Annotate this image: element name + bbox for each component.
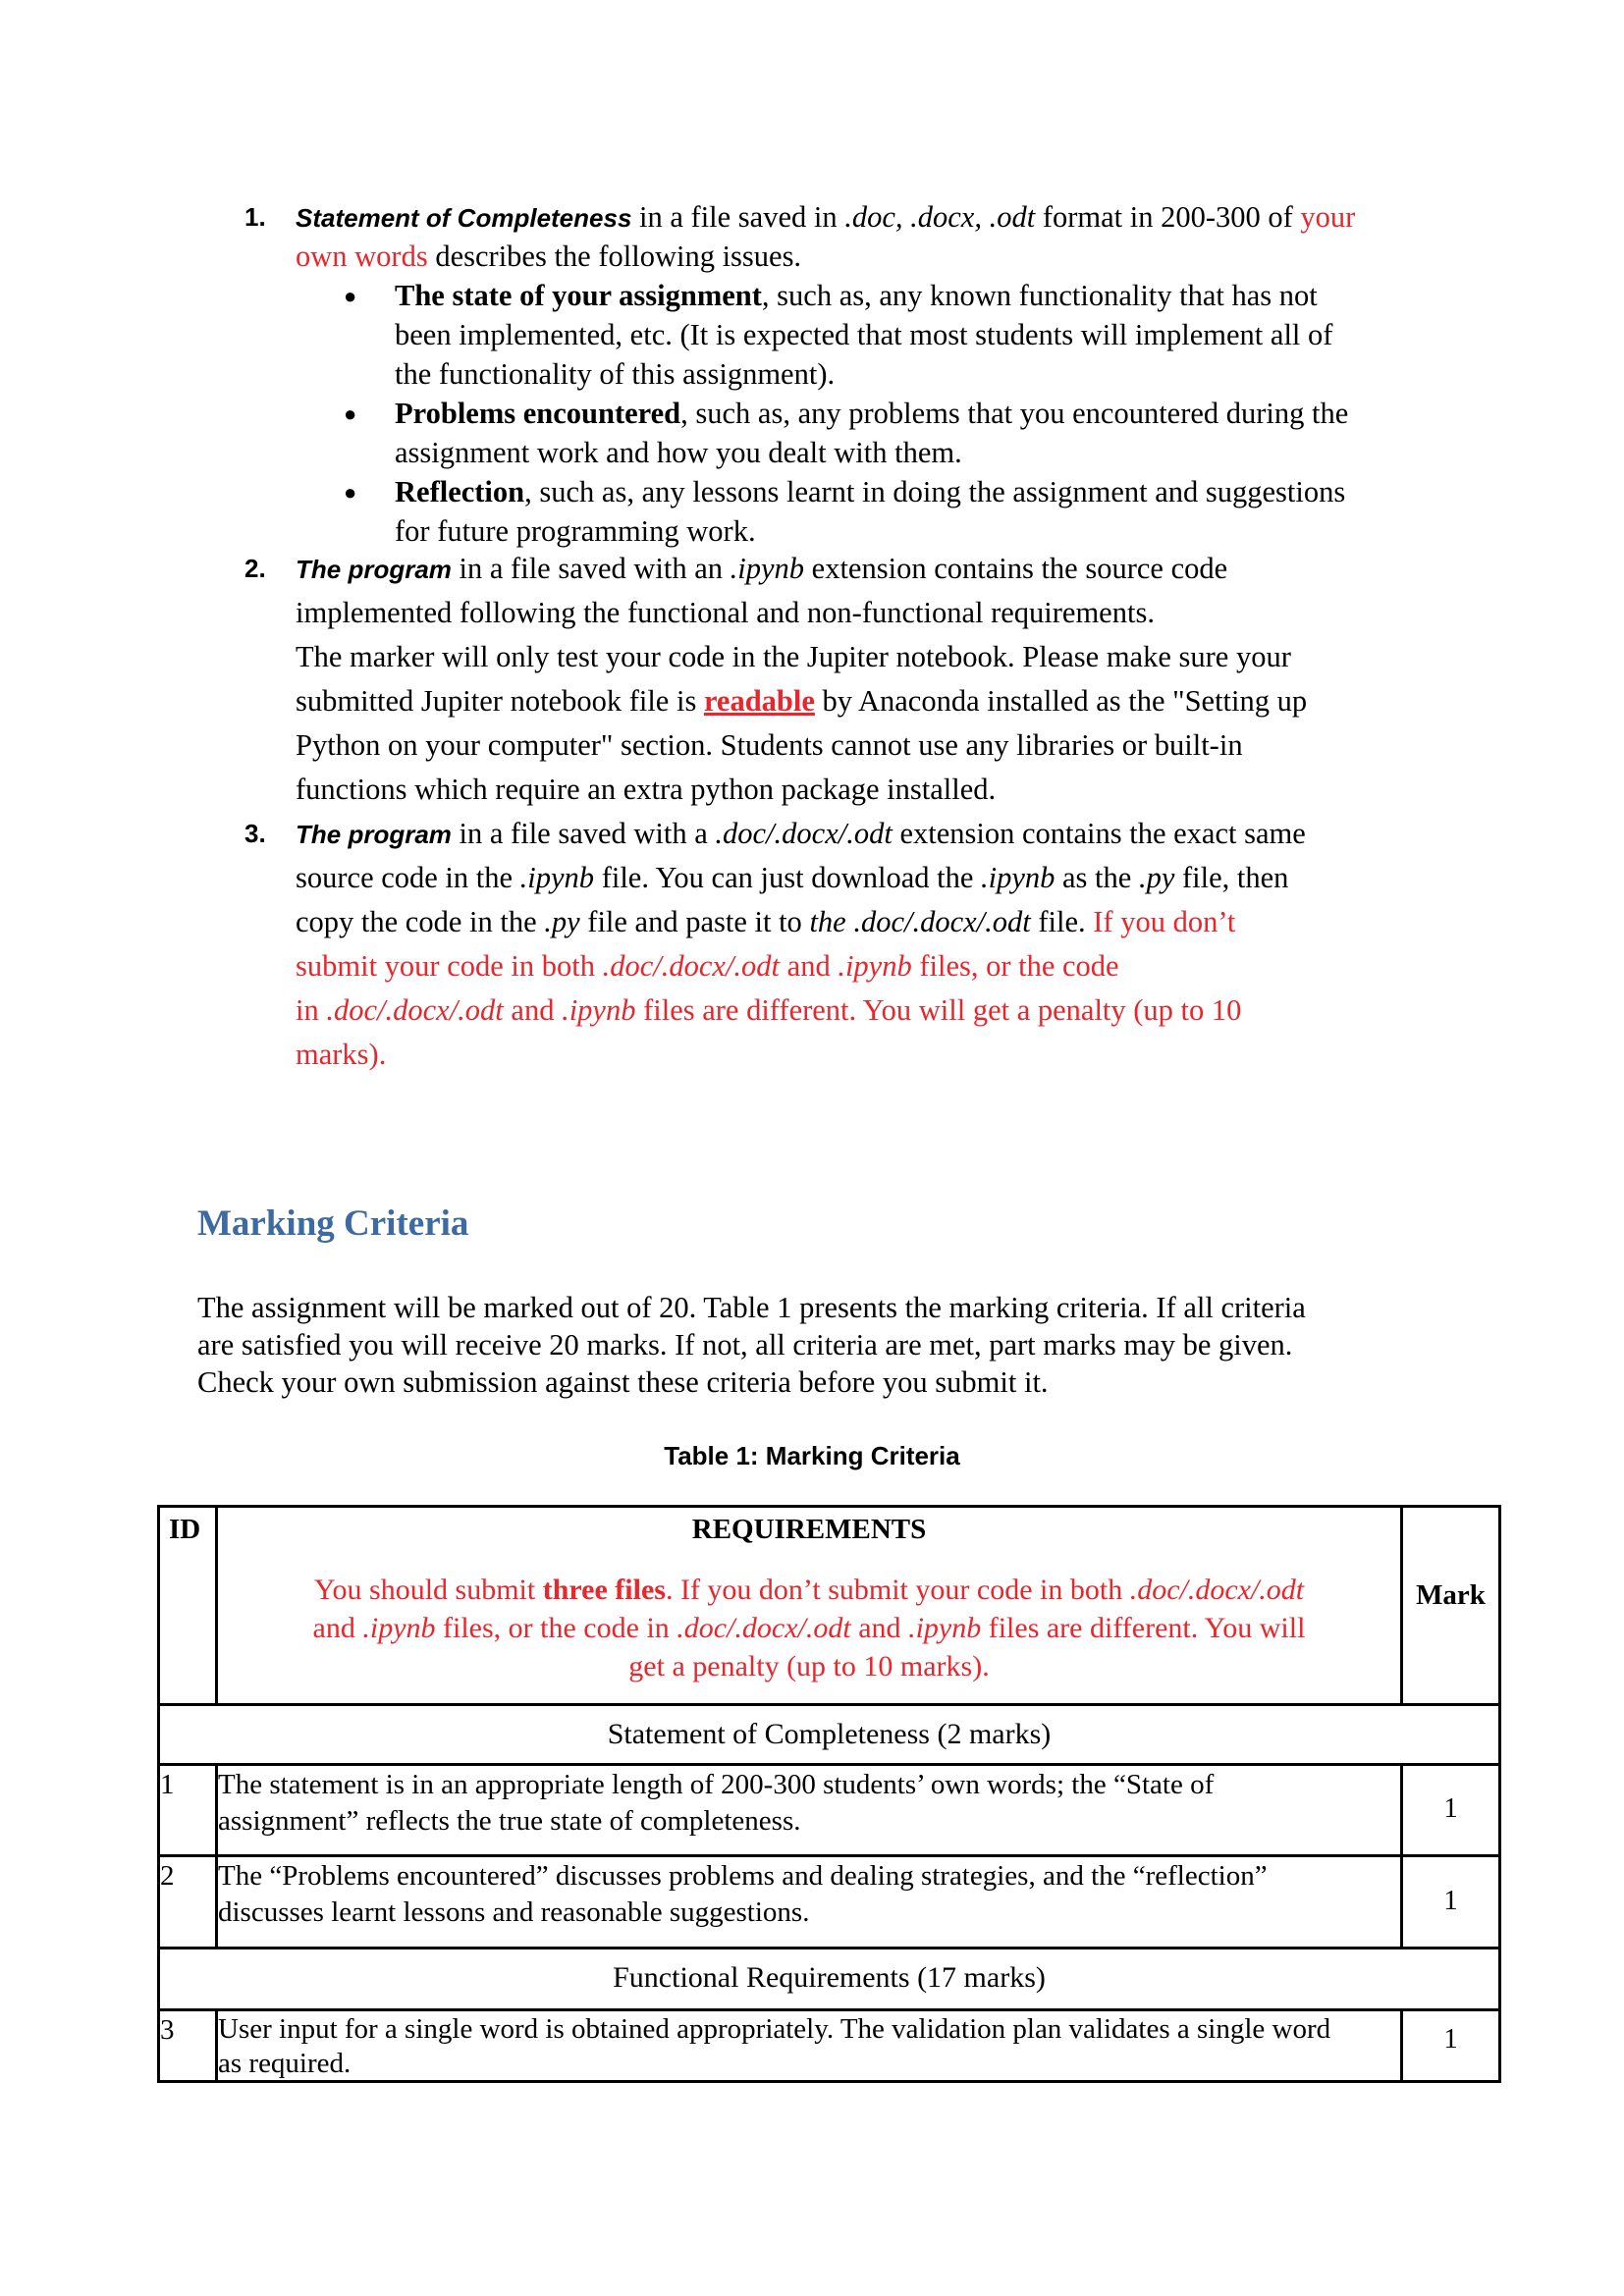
item-3-line-5: in .doc/.docx/.odt and .ipynb files are different. You will get a penalty (up to 10 [296, 993, 1242, 1027]
readable-emphasis: readable [703, 684, 815, 718]
row-requirement: The statement is in an appropriate length of 200-300 students’ own words; the “State of assignment” reflects the true state of completeness. [218, 1769, 1215, 1837]
header-note-line: and .ipynb files, or the code in .doc/.docx/.odt and .ipynb files are different. You will [312, 1612, 1306, 1644]
row-id: 3 [160, 2014, 175, 2046]
table-border [157, 1947, 1501, 1949]
item-lead: The program [296, 820, 452, 849]
item-2-line-2: implemented following the functional and non-functional requirements. [296, 596, 1155, 629]
bullet-1-line-1: The state of your assignment, such as, any known functionality that has not [395, 279, 1318, 312]
item-3-line-1: The program in a file saved with a .doc/.docx/.odt extension contains the exact same [296, 817, 1306, 850]
row-requirement: The “Problems encountered” discusses problems and dealing strategies, and the “reflection” discusses learnt lessons and reasonable suggestions. [218, 1860, 1268, 1928]
table-border [157, 1854, 1501, 1857]
item-2-line-6: functions which require an extra python package installed. [296, 773, 997, 806]
item-lead: Statement of Completeness [296, 203, 632, 233]
paragraph-line: Check your own submission against these criteria before you submit it. [197, 1365, 1049, 1399]
bullet-1-line-2: been implemented, etc. (It is expected that most students will implement all of [395, 318, 1333, 351]
table-border [157, 1703, 1501, 1706]
paragraph-line: The assignment will be marked out of 20. Table 1 presents the marking criteria. If all criteria [197, 1291, 1306, 1324]
item-lead: The program [296, 555, 452, 584]
bullet-3-line-1: Reflection, such as, any lessons learnt in doing the assignment and suggestions [395, 475, 1346, 508]
row-id: 1 [160, 1769, 175, 1800]
section-heading: Marking Criteria [197, 1203, 469, 1244]
item-1-line-2: own words describes the following issues. [296, 240, 802, 273]
item-2-line-1: The program in a file saved with an .ipynb extension contains the source code [296, 552, 1228, 585]
section-row-title: Statement of Completeness (2 marks) [607, 1718, 1052, 1750]
row-mark: 1 [1443, 1792, 1458, 1824]
row-id: 2 [160, 1860, 175, 1892]
item-3-line-3: copy the code in the .py file and paste it to the .doc/.docx/.odt file. If you don’t [296, 905, 1236, 938]
table-caption: Table 1: Marking Criteria [664, 1441, 960, 1470]
item-2-line-4: submitted Jupiter notebook file is readable by Anaconda installed as the "Setting up [296, 684, 1308, 718]
table-border [1498, 1505, 1501, 2083]
table-border [157, 2008, 1501, 2011]
bullet-dot: ● [344, 401, 357, 426]
item-3-line-4: submit your code in both .doc/.docx/.odt and .ipynb files, or the code [296, 949, 1119, 983]
bullet-dot: ● [344, 284, 357, 308]
item-2-line-5: Python on your computer" section. Students cannot use any libraries or built-in [296, 728, 1243, 762]
paragraph-line: are satisfied you will receive 20 marks. If not, all criteria are met, part marks may be given. [197, 1328, 1293, 1362]
item-number: 3. [244, 819, 266, 848]
item-number: 1. [244, 202, 266, 232]
header-id: ID [169, 1514, 201, 1545]
bullet-3-line-2: for future programming work. [395, 514, 756, 548]
row-mark: 1 [1443, 2023, 1458, 2055]
header-note [218, 1571, 1400, 1685]
item-3-line-6: marks). [296, 1038, 387, 1071]
section-row-title: Functional Requirements (17 marks) [613, 1961, 1046, 1994]
item-number: 2. [244, 554, 266, 583]
bullet-2-line-1: Problems encountered, such as, any problems that you encountered during the [395, 397, 1349, 430]
bullet-2-line-2: assignment work and how you dealt with them. [395, 436, 962, 469]
header-note-line: You should submit three files. If you don’t submit your code in both .doc/.docx/.odt [313, 1574, 1305, 1606]
item-1-line-1: Statement of Completeness in a file saved in .doc, .docx, .odt format in 200-300 of your [296, 200, 1356, 234]
header-note-line: get a penalty (up to 10 marks). [628, 1650, 990, 1682]
item-3-line-2: source code in the .ipynb file. You can just download the .ipynb as the .py file, then [296, 861, 1289, 894]
table-border [157, 1763, 1501, 1766]
row-requirement: User input for a single word is obtained appropriately. The validation plan validates a single word as required. [218, 2013, 1331, 2079]
bullet-dot: ● [344, 480, 357, 505]
table-border [157, 1505, 1501, 1508]
header-requirements: REQUIREMENTS [691, 1514, 927, 1545]
header-mark: Mark [1416, 1579, 1486, 1611]
bullet-1-line-3: the functionality of this assignment). [395, 357, 836, 391]
row-mark: 1 [1443, 1885, 1458, 1916]
item-2-line-3: The marker will only test your code in the Jupiter notebook. Please make sure your [296, 640, 1291, 673]
